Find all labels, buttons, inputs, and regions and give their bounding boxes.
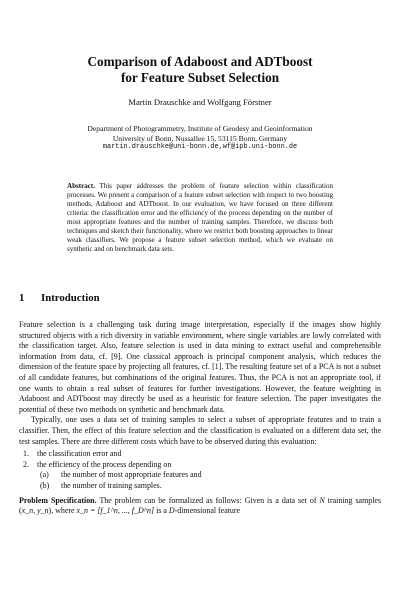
spec-text: training samples (: [19, 495, 382, 516]
sublist-marker: (a): [40, 470, 49, 480]
spec-label: Problem Specification.: [19, 495, 97, 505]
list-text: the efficiency of the process depending on: [37, 459, 172, 469]
authors: Martin Drauschke and Wolfgang Förstner: [128, 97, 272, 107]
section-body: [19, 320, 381, 517]
spec-text: ), where: [48, 506, 75, 516]
sublist-item: [19, 481, 381, 492]
math-expression: x_n = [f_1^n, ..., f_D^n]: [76, 506, 155, 516]
list-marker: 1.: [23, 449, 29, 459]
math-expression: x_n, y_n: [21, 506, 49, 516]
abstract: [67, 182, 333, 254]
abstract-label: Abstract.: [67, 182, 95, 190]
section-number: 1: [19, 292, 25, 304]
email: martin.drauschke@uni-bonn.de,wf@ipb.uni-bonn.de: [102, 143, 298, 152]
affiliation-line-1: Department of Photogrammetry, Institute of Geodesy and Geoinformation: [87, 124, 313, 133]
section-title: Introduction: [41, 292, 100, 304]
paper-title-line-2: for Feature Subset Selection: [120, 70, 280, 85]
list-item: [19, 449, 381, 460]
paragraph-1: Feature selection is a challenging task during image interpretation, especially if the images show highly structured objects with a rich diversity in variable environment, where single variables are lowly correlated with the classification target. Also, feature selection is used in data mining to extract useful and comprehensible information from data, cf. [9]. One classical approach is principal component analysis, which reduces the dimension of the feature space by projecting all features, cf. [1]. The resulting feature set of a PCA is not a subset of all candidate features, but combinations of the original features. Thus, the PCA is not an appropriate tool, if one wants to obtain a real subset of features for further investigations. However, the feature weighting in Adaboost and ADTboost may directly be used as a heuristic for feature selection. The paper investigates the potential of these two methods on synthetic and benchmark data.: [19, 320, 381, 414]
cost-sublist: [19, 470, 381, 491]
section-heading: [19, 292, 100, 304]
affiliation: [30, 124, 370, 153]
list-text: the classification error and: [37, 449, 122, 459]
spec-text: is a: [156, 506, 167, 516]
paragraph-2: Typically, one uses a data set of training samples to select a subset of appropriate features and to train a classifier. Then, the effect of this feature selection and the classification is evaluated on a different data set, the test samples. There are three different costs which have to be observed during this evaluation:: [19, 415, 381, 446]
problem-specification: [19, 496, 381, 517]
list-item: [19, 460, 381, 471]
sublist-item: [19, 470, 381, 481]
affiliation-line-2: University of Bonn, Nussallee 15, 53115 Bonn, Germany: [112, 133, 288, 143]
cost-list: [19, 449, 381, 470]
math-symbol: N: [319, 495, 325, 505]
sublist-text: the number of training samples.: [61, 480, 162, 490]
spec-text: The problem can be formalized as follows: Given is a data set of: [99, 495, 317, 505]
spec-text: -dimensional feature: [174, 506, 241, 516]
abstract-text: This paper addresses the problem of feature selection within classification processes. We present a comparison of a feature subset selection with respect to two boosting methods, Adaboost and ADTboost. In our evaluation, we have focused on three different criteria: the classification error and the efficiency of the process depending on the number of most appropriate features and the number of training samples. Therefore, we discuss both techniques and sketch their functionality, where we restrict both boosting approaches to linear weak classifiers. We propose a feature subset selection method, which we evaluate on synthetic and on benchmark data sets.: [67, 182, 333, 254]
sublist-text: the number of most appropriate features and: [61, 470, 202, 480]
sublist-marker: (b): [40, 480, 50, 490]
paper-title-line-1: Comparison of Adaboost and ADTboost: [87, 54, 313, 69]
math-symbol: D: [168, 506, 175, 516]
list-marker: 2.: [23, 459, 29, 469]
